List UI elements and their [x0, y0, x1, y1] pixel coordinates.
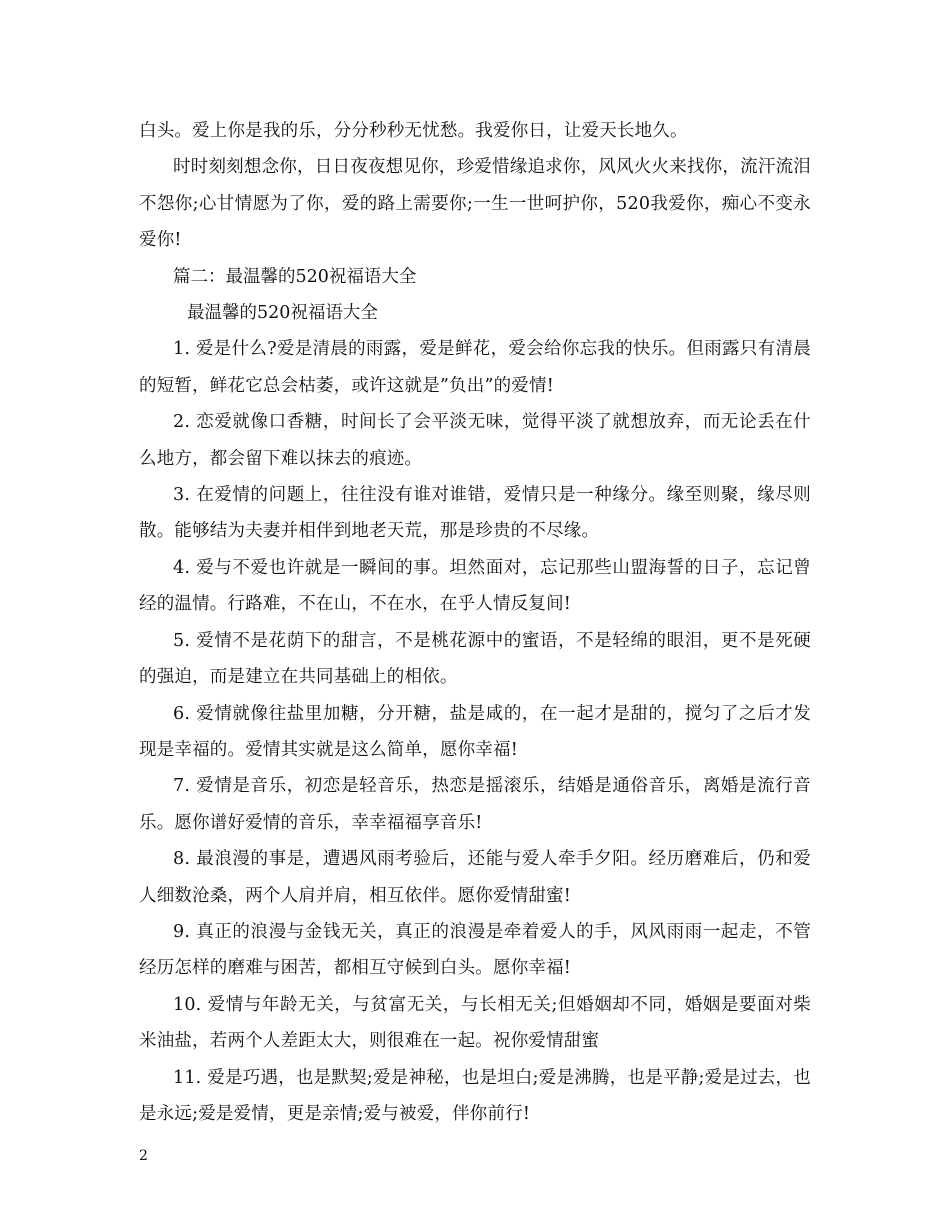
paragraph-continuation: 白头。爱上你是我的乐，分分秒秒无忧愁。我爱你日，让爱天长地久。 [139, 121, 688, 141]
list-item: 11. 爱是巧遇，也是默契;爱是神秘，也是坦白;爱是沸腾，也是平静;爱是过去，也是永远;爱是爱情，更是亲情;爱与被爱，伴你前行! [139, 1067, 811, 1124]
list-item: 7. 爱情是音乐，初恋是轻音乐，热恋是摇滚乐，结婚是通俗音乐，离婚是流行音乐。愿你谱好爱情的音乐，幸幸福福享音乐! [139, 776, 811, 833]
list-item: 8. 最浪漫的事是，遭遇风雨考验后，还能与爱人牵手夕阳。经历磨难后，仍和爱人细数沧桑，两个人肩并肩，相互依伴。愿你爱情甜蜜! [139, 849, 811, 906]
list-item: 10. 爱情与年龄无关，与贫富无关，与长相无关;但婚姻却不同，婚姻是要面对柴米油盐，若两个人差距太大，则很难在一起。祝你爱情甜蜜 [139, 994, 811, 1052]
list-item: 4. 爱与不爱也许就是一瞬间的事。坦然面对，忘记那些山盟海誓的日子，忘记曾经的温情。行路难，不在山，不在水，在乎人情反复间! [139, 557, 811, 615]
page-number: 2 [139, 1148, 148, 1164]
list-item: 3. 在爱情的问题上，往往没有谁对谁错，爱情只是一种缘分。缘至则聚，缘尽则散。能够结为夫妻并相伴到地老天荒，那是珍贵的不尽缘。 [139, 485, 811, 542]
list-item: 6. 爱情就像往盐里加糖，分开糖，盐是咸的，在一起才是甜的，搅匀了之后才发现是幸福的。爱情其实就是这么简单，愿你幸福! [139, 703, 811, 760]
document-body [139, 113, 811, 1132]
list-item: 1. 爱是什么?爱是清晨的雨露，爱是鲜花，爱会给你忘我的快乐。但雨露只有清晨的短暂，鲜花它总会枯萎，或许这就是”负出”的爱情! [139, 339, 811, 396]
list-item: 5. 爱情不是花荫下的甜言，不是桃花源中的蜜语，不是轻绵的眼泪，更不是死硬的强迫，而是建立在共同基础上的相依。 [139, 630, 811, 688]
section-subheading: 最温馨的520祝福语大全 [187, 303, 378, 324]
section-heading: 篇二：最温馨的520祝福语大全 [173, 266, 417, 287]
list-item: 2. 恋爱就像口香糖，时间长了会平淡无味，觉得平淡了就想放弃，而无论丢在什么地方，都会留下难以抹去的痕迹。 [139, 412, 811, 469]
paragraph: 时时刻刻想念你，日日夜夜想见你，珍爱惜缘追求你，风风火火来找你，流汗流泪不怨你;心甘情愿为了你，爱的路上需要你;一生一世呵护你，520我爱你，痴心不变永爱你! [139, 157, 811, 251]
list-item: 9. 真正的浪漫与金钱无关，真正的浪漫是牵着爱人的手，风风雨雨一起走，不管经历怎样的磨难与困苦，都相互守候到白头。愿你幸福! [139, 921, 811, 979]
